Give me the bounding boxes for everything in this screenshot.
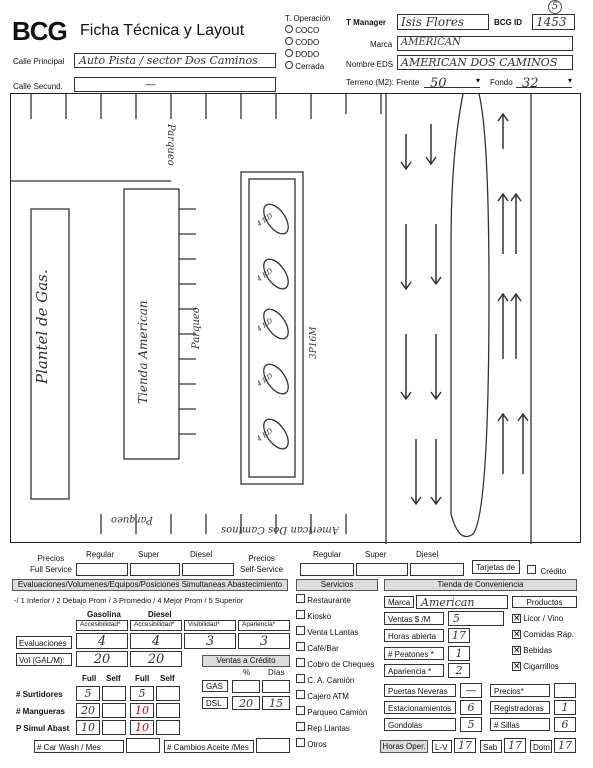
checkbox-icon bbox=[296, 738, 305, 747]
checkbox-icon bbox=[527, 565, 536, 574]
precio-col-super: Super bbox=[138, 550, 160, 559]
checkmark-icon: ✕ bbox=[513, 661, 521, 671]
precio-self-diesel[interactable] bbox=[410, 563, 464, 576]
ventas-value[interactable]: 5 bbox=[448, 611, 504, 626]
fondo-value: 32 bbox=[522, 76, 539, 91]
checkbox-icon bbox=[296, 690, 305, 699]
checkbox-icon bbox=[296, 658, 305, 667]
isla-label: 4 RD bbox=[255, 211, 275, 229]
col-accesibilidad-gas: Accesibilidad* bbox=[76, 620, 128, 631]
gas-label: GAS bbox=[202, 680, 228, 692]
dsl-dias-field[interactable]: 15 bbox=[262, 696, 290, 710]
mangueras-dsl-self[interactable] bbox=[156, 703, 180, 718]
tienda-header: Tienda de Conveniencia bbox=[384, 579, 577, 591]
frente-field[interactable] bbox=[424, 74, 480, 91]
checkmark-icon: ✕ bbox=[513, 613, 521, 623]
diesel-label: Diesel bbox=[148, 610, 172, 619]
sillas-value[interactable]: 6 bbox=[554, 717, 576, 732]
producto-licor[interactable]: ✕ Licor / Vino bbox=[513, 613, 564, 623]
checkmark-icon: ✕ bbox=[513, 629, 521, 639]
operacion-option-cerrada[interactable]: Cerrada bbox=[285, 61, 324, 73]
parqueo-side-label: Parqueo bbox=[191, 307, 202, 349]
surtidores-dsl-full[interactable]: 5 bbox=[130, 686, 154, 701]
checkbox-icon bbox=[296, 626, 305, 635]
eval-value-visibilidad[interactable]: 3 bbox=[184, 633, 236, 649]
checkmark-icon: ✕ bbox=[513, 645, 521, 655]
radio-icon bbox=[285, 37, 293, 45]
layout-sketch bbox=[11, 94, 582, 544]
calle-principal-field[interactable] bbox=[74, 53, 276, 68]
apariencia-label: Apariencia * bbox=[384, 664, 444, 677]
marca-label: Marca bbox=[370, 40, 393, 49]
terreno-label: Terreno (M2): Frente bbox=[346, 78, 420, 87]
eval-value-apariencia[interactable]: 3 bbox=[238, 633, 290, 649]
ventas-label: Ventas $ /M bbox=[384, 612, 444, 625]
lv-value[interactable]: 17 bbox=[454, 738, 476, 753]
vol-value-dsl[interactable]: 20 bbox=[130, 651, 182, 667]
vol-value-gas[interactable]: 20 bbox=[76, 651, 128, 667]
dsl-label: DSL bbox=[202, 697, 228, 709]
eval-scale: -/ 1 Inferior / 2 Debajo Prom / 3 Promedio / 4 Mejor Prom / 5 Superior bbox=[14, 596, 244, 605]
gas-dias-field[interactable] bbox=[262, 680, 290, 693]
checkbox-icon bbox=[296, 642, 305, 651]
servicio-rep-llantas[interactable]: Rep Llantas bbox=[296, 722, 374, 738]
puertas-label: Puertas Neveras bbox=[384, 684, 456, 697]
sab-value[interactable]: 17 bbox=[504, 738, 526, 753]
servicio-ca-camion[interactable]: C. A. Camión bbox=[296, 674, 374, 690]
registradoras-value[interactable]: 1 bbox=[554, 700, 576, 715]
calle-secund-label: Calle Secund. bbox=[13, 82, 63, 91]
operacion-options bbox=[285, 25, 324, 73]
simul-gas-self[interactable] bbox=[102, 720, 126, 735]
simul-label: P Simul Abast bbox=[16, 724, 70, 733]
t-manager-label: T Manager bbox=[346, 18, 387, 27]
surtidores-gas-full[interactable]: 5 bbox=[76, 686, 100, 701]
layout-drawing bbox=[10, 93, 581, 543]
horas-oper-label: Horas Oper. bbox=[380, 740, 428, 753]
tienda-marca-label: Marca bbox=[384, 596, 414, 608]
radio-icon bbox=[285, 61, 293, 69]
operacion-option-dodo[interactable]: DODO bbox=[285, 49, 324, 61]
parqueo-top-label: Parqueo bbox=[165, 124, 176, 166]
dom-value[interactable]: 17 bbox=[554, 738, 576, 753]
surtidores-gas-self[interactable] bbox=[102, 686, 126, 701]
bcg-id-field[interactable] bbox=[532, 14, 575, 30]
dom-label: Dom bbox=[530, 740, 552, 753]
producto-comidas[interactable]: ✕ Comidas Ráp. bbox=[513, 629, 574, 639]
gas-pct-field[interactable] bbox=[232, 680, 260, 693]
precio-full-super[interactable] bbox=[130, 563, 180, 576]
precio-self-col-super: Super bbox=[365, 550, 387, 559]
productos-list bbox=[512, 614, 574, 678]
pct-label: % bbox=[243, 668, 251, 677]
marca-field[interactable] bbox=[397, 36, 573, 51]
marca-value: AMERICAN bbox=[401, 37, 461, 48]
radio-icon bbox=[285, 25, 293, 33]
col-visibilidad: Visibilidad* bbox=[184, 620, 236, 631]
eval-value-acc-gas[interactable]: 4 bbox=[76, 633, 128, 649]
page-title: Ficha Técnica y Layout bbox=[80, 22, 245, 39]
self-label: Self bbox=[160, 674, 175, 683]
isla-label: 4 RD bbox=[255, 371, 275, 389]
horas-value[interactable]: 17 bbox=[448, 628, 470, 643]
gasolina-label: Gasolina bbox=[87, 610, 121, 619]
servicio-kiosko[interactable]: Kiosko bbox=[296, 610, 374, 626]
gondolas-label: Gondolas bbox=[384, 718, 456, 731]
precio-full-regular[interactable] bbox=[76, 563, 128, 576]
servicio-parqueo-camion[interactable]: Parqueo Camión bbox=[296, 706, 374, 722]
surtidores-label: # Surtidores bbox=[16, 690, 63, 699]
full-label: Full bbox=[82, 674, 97, 683]
frente-value: 50 bbox=[430, 76, 447, 91]
t-manager-field[interactable] bbox=[397, 14, 489, 30]
credito-checkbox[interactable]: Crédito bbox=[527, 561, 566, 579]
precios-label: Precios* bbox=[490, 684, 550, 697]
surtidores-dsl-self[interactable] bbox=[156, 686, 180, 701]
peatones-value[interactable]: 1 bbox=[448, 646, 470, 661]
cambios-label: # Cambios Aceite /Mes bbox=[164, 740, 254, 753]
parqueo-bottom-label: Parqueo bbox=[111, 514, 153, 525]
calle-secund-field[interactable]: — bbox=[74, 77, 276, 92]
fondo-label: Fondo bbox=[490, 78, 513, 87]
ventas-credito-header: Ventas a Crédito bbox=[202, 655, 290, 667]
productos-label: Productos bbox=[512, 596, 577, 608]
registradoras-label: Registradoras bbox=[490, 701, 550, 714]
mangueras-dsl-full[interactable]: 10 bbox=[130, 703, 154, 718]
sab-label: Sab bbox=[480, 740, 502, 753]
dsl-pct-field[interactable]: 20 bbox=[232, 696, 260, 710]
estacionamientos-value[interactable]: 6 bbox=[460, 700, 482, 715]
evaluaciones-label: Evaluaciones bbox=[16, 636, 72, 649]
tienda-label: Tienda American bbox=[136, 300, 150, 404]
lv-label: L-V bbox=[432, 740, 452, 753]
checkbox-icon bbox=[296, 610, 305, 619]
servicio-restaurante[interactable]: Restaurante bbox=[296, 594, 374, 610]
checkbox-icon bbox=[296, 674, 305, 683]
eval-header: Evaluaciones/Volumenes/Equipos/Posiciones Simultaneas Abastecimiento bbox=[12, 579, 288, 591]
checkbox-icon bbox=[296, 594, 305, 603]
servicios-header: Servicios bbox=[296, 579, 378, 591]
calle-principal-value: Auto Pista / sector Dos Caminos bbox=[79, 54, 258, 67]
tienda-marca-value[interactable]: American bbox=[416, 595, 508, 609]
precio-col-regular: Regular bbox=[86, 550, 115, 559]
isla-label: 4 RD bbox=[255, 266, 275, 284]
mangueras-gas-self[interactable] bbox=[102, 703, 126, 718]
precio-full-diesel[interactable] bbox=[182, 563, 234, 576]
nombre-eds-field[interactable] bbox=[397, 55, 573, 70]
vol-label: Vol (GAL/M): bbox=[16, 653, 72, 666]
servicio-otros[interactable]: Otros bbox=[296, 738, 374, 754]
carwash-field[interactable] bbox=[126, 738, 160, 753]
american-dos-caminos-label: American Dos Caminos bbox=[221, 524, 340, 535]
precio-self-regular[interactable] bbox=[300, 563, 354, 576]
precios-value[interactable] bbox=[554, 683, 576, 698]
tarjetas-button[interactable]: Tarjetas de bbox=[472, 560, 520, 574]
gondolas-value[interactable]: 5 bbox=[460, 717, 482, 732]
dropdown-arrow-icon: ▾ bbox=[475, 76, 480, 85]
horas-label: Horas abierta bbox=[384, 629, 444, 642]
producto-cigarrillos[interactable]: ✕ Cigarrillos bbox=[513, 661, 559, 671]
producto-bebidas[interactable]: ✕ Bebidas bbox=[513, 645, 553, 655]
servicio-venta-llantas[interactable]: Venta LLantas bbox=[296, 626, 374, 642]
dias-label: Días bbox=[268, 668, 285, 677]
calle-principal-label: Calle Principal bbox=[13, 57, 65, 66]
checkbox-icon bbox=[296, 706, 305, 715]
bcg-id-value: 1453 bbox=[536, 15, 567, 29]
pista-label: 3P16M bbox=[309, 326, 319, 359]
precio-col-diesel: Diesel bbox=[190, 550, 213, 559]
plantel-label: Plantel de Gas. bbox=[33, 269, 51, 384]
radio-icon bbox=[285, 49, 293, 57]
isla-label: 4 RD bbox=[255, 426, 275, 444]
col-accesibilidad-dsl: Accesibilidad* bbox=[130, 620, 182, 631]
bcg-logo: BCG bbox=[12, 16, 67, 46]
dropdown-arrow-icon: ▾ bbox=[567, 76, 572, 85]
puertas-value[interactable]: — bbox=[460, 683, 482, 698]
servicio-cafe-bar[interactable]: Café/Bar bbox=[296, 642, 374, 658]
operacion-option-coco[interactable]: COCO bbox=[285, 25, 324, 37]
servicio-cobro-cheques[interactable]: Cobro de Cheques bbox=[296, 658, 374, 674]
simul-dsl-self[interactable] bbox=[156, 720, 180, 735]
servicio-cajero-atm[interactable]: Cajero ATM bbox=[296, 690, 374, 706]
operacion-option-codo[interactable]: CODO bbox=[285, 37, 324, 49]
mangueras-label: # Mangueras bbox=[16, 707, 65, 716]
checkbox-icon bbox=[296, 722, 305, 731]
simul-dsl-full[interactable]: 10 bbox=[130, 720, 154, 735]
nombre-eds-value: AMERICAN DOS CAMINOS bbox=[401, 56, 558, 69]
full-label: Full bbox=[135, 674, 150, 683]
t-manager-value: Isis Flores bbox=[401, 15, 465, 29]
eval-value-acc-dsl[interactable]: 4 bbox=[130, 633, 182, 649]
precio-self-col-regular: Regular bbox=[313, 550, 342, 559]
col-apariencia: Apariencia* bbox=[238, 620, 290, 631]
self-label: Self bbox=[106, 674, 121, 683]
peatones-label: # Peatones * bbox=[384, 647, 444, 660]
precio-self-col-diesel: Diesel bbox=[416, 550, 439, 559]
cambios-field[interactable] bbox=[256, 738, 290, 753]
isla-label: 4 RD bbox=[255, 316, 275, 334]
precios-full-label: Precios Full Service bbox=[30, 554, 72, 574]
page-number: 5 bbox=[548, 0, 562, 14]
carwash-label: # Car Wash / Mes bbox=[34, 740, 124, 753]
nombre-eds-label: Nombre EDS bbox=[346, 60, 394, 69]
t-operacion-label: T. Operación bbox=[285, 14, 331, 23]
precios-self-label: Precios Self-Service bbox=[240, 554, 284, 574]
mangueras-gas-full[interactable]: 20 bbox=[76, 703, 100, 718]
sillas-label: # Sillas bbox=[490, 718, 550, 731]
servicios-list bbox=[296, 594, 374, 754]
simul-gas-full[interactable]: 10 bbox=[76, 720, 100, 735]
precio-self-super[interactable] bbox=[356, 563, 408, 576]
fondo-field[interactable] bbox=[516, 74, 572, 91]
bcg-id-label: BCG ID bbox=[494, 18, 522, 27]
apariencia-value[interactable]: 2 bbox=[448, 663, 470, 678]
estacionamientos-label: Estacionamientos bbox=[384, 701, 456, 714]
